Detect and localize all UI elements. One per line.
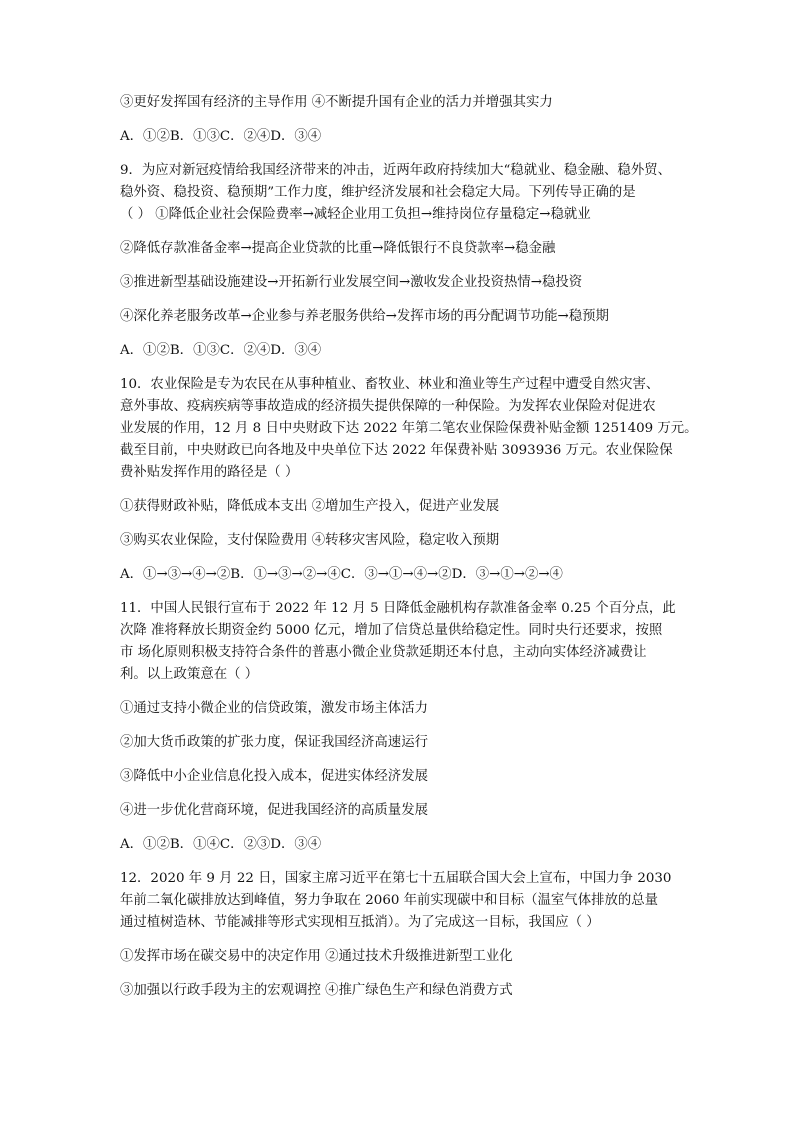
q11-stem: 11．中国人民银行宣布于 2022 年 12 月 5 日降低金融机构存款准备金率 0.25 个百分点，此 次降 准将释放长期资金约 5000 亿元，增加了信贷总量供给稳定性。同时央行还要求，按照 市 场化原则积极支持符合条件的普惠小微企业贷款延期还本付息，主动向实体经济减费让 利。以上政策意在（ ） <box>120 601 676 682</box>
q8-answer-choices: A．①②B．①③C．②④D．③④ <box>120 129 322 144</box>
q12-options-3-4: ③加强以行政手段为主的宏观调控 ④推广绿色生产和绿色消费方式 <box>120 983 513 998</box>
q9-stem: 9．为应对新冠疫情给我国经济带来的冲击，近两年政府持续加大“稳就业、稳金融、稳外贸、 稳外资、稳投资、稳预期”工作力度，维护经济发展和社会稳定大局。下列传导正确的是 （ ） ①降低企业社会保险费率→减轻企业用工负担→维持岗位存量稳定→稳就业 <box>120 163 671 222</box>
q10-options-3-4: ③购买农业保险，支付保险费用 ④转移灾害风险，稳定收入预期 <box>120 533 500 548</box>
q8-options-3-4: ③更好发挥国有经济的主导作用 ④不断提升国有企业的活力并增强其实力 <box>120 95 553 110</box>
q11-option-4: ④进一步优化营商环境，促进我国经济的高质量发展 <box>120 803 428 818</box>
q12-stem: 12．2020 年 9 月 22 日，国家主席习近平在第七十五届联合国大会上宣布，中国力争 2030 年前二氧化碳排放达到峰值，努力争取在 2060 年前实现碳中和目标（温室气体排放的总量 通过植树造林、节能减排等形式实现相互抵消）。为了完成这一目标，我国应（ ） <box>120 871 672 930</box>
q11-option-2: ②加大货币政策的扩张力度，保证我国经济高速运行 <box>120 735 428 750</box>
q11-answer-choices: A．①②B．①④C．②③D．③④ <box>120 837 322 852</box>
q9-option-4: ④深化养老服务改革→企业参与养老服务供给→发挥市场的再分配调节功能→稳预期 <box>120 309 609 324</box>
q11-option-3: ③降低中小企业信息化投入成本，促进实体经济发展 <box>120 769 428 784</box>
q10-answer-choices: A．①→③→④→②B．①→③→②→④C．③→①→④→②D．③→①→②→④ <box>120 567 563 582</box>
q12-options-1-2: ①发挥市场在碳交易中的决定作用 ②通过技术升级推进新型工业化 <box>120 949 513 964</box>
q10-stem: 10．农业保险是专为农民在从事种植业、畜牧业、林业和渔业等生产过程中遭受自然灾害、 意外事故、疫病疾病等事故造成的经济损失提供保障的一种保险。为发挥农业保险对促进农 业发展的作用，12 月 8 日中央财政下达 2022 年第二笔农业保险保费补贴金额 1251409 万元。 截至目前，中央财政已向各地及中央单位下达 2022 年保费补贴 3093936 万元。农业保险保 费补贴发挥作用的路径是（ ） <box>120 377 698 480</box>
q9-option-2: ②降低存款准备金率→提高企业贷款的比重→降低银行不良贷款率→稳金融 <box>120 241 556 256</box>
q9-answer-choices: A．①②B．①③C．②④D．③④ <box>120 343 322 358</box>
q11-option-1: ①通过支持小微企业的信贷政策，激发市场主体活力 <box>120 701 428 716</box>
q9-option-3: ③推进新型基础设施建设→开拓新行业发展空间→激收发企业投资热情→稳投资 <box>120 275 583 290</box>
exam-page <box>120 92 698 1014</box>
q10-options-1-2: ①获得财政补贴，降低成本支出 ②增加生产投入，促进产业发展 <box>120 499 500 514</box>
